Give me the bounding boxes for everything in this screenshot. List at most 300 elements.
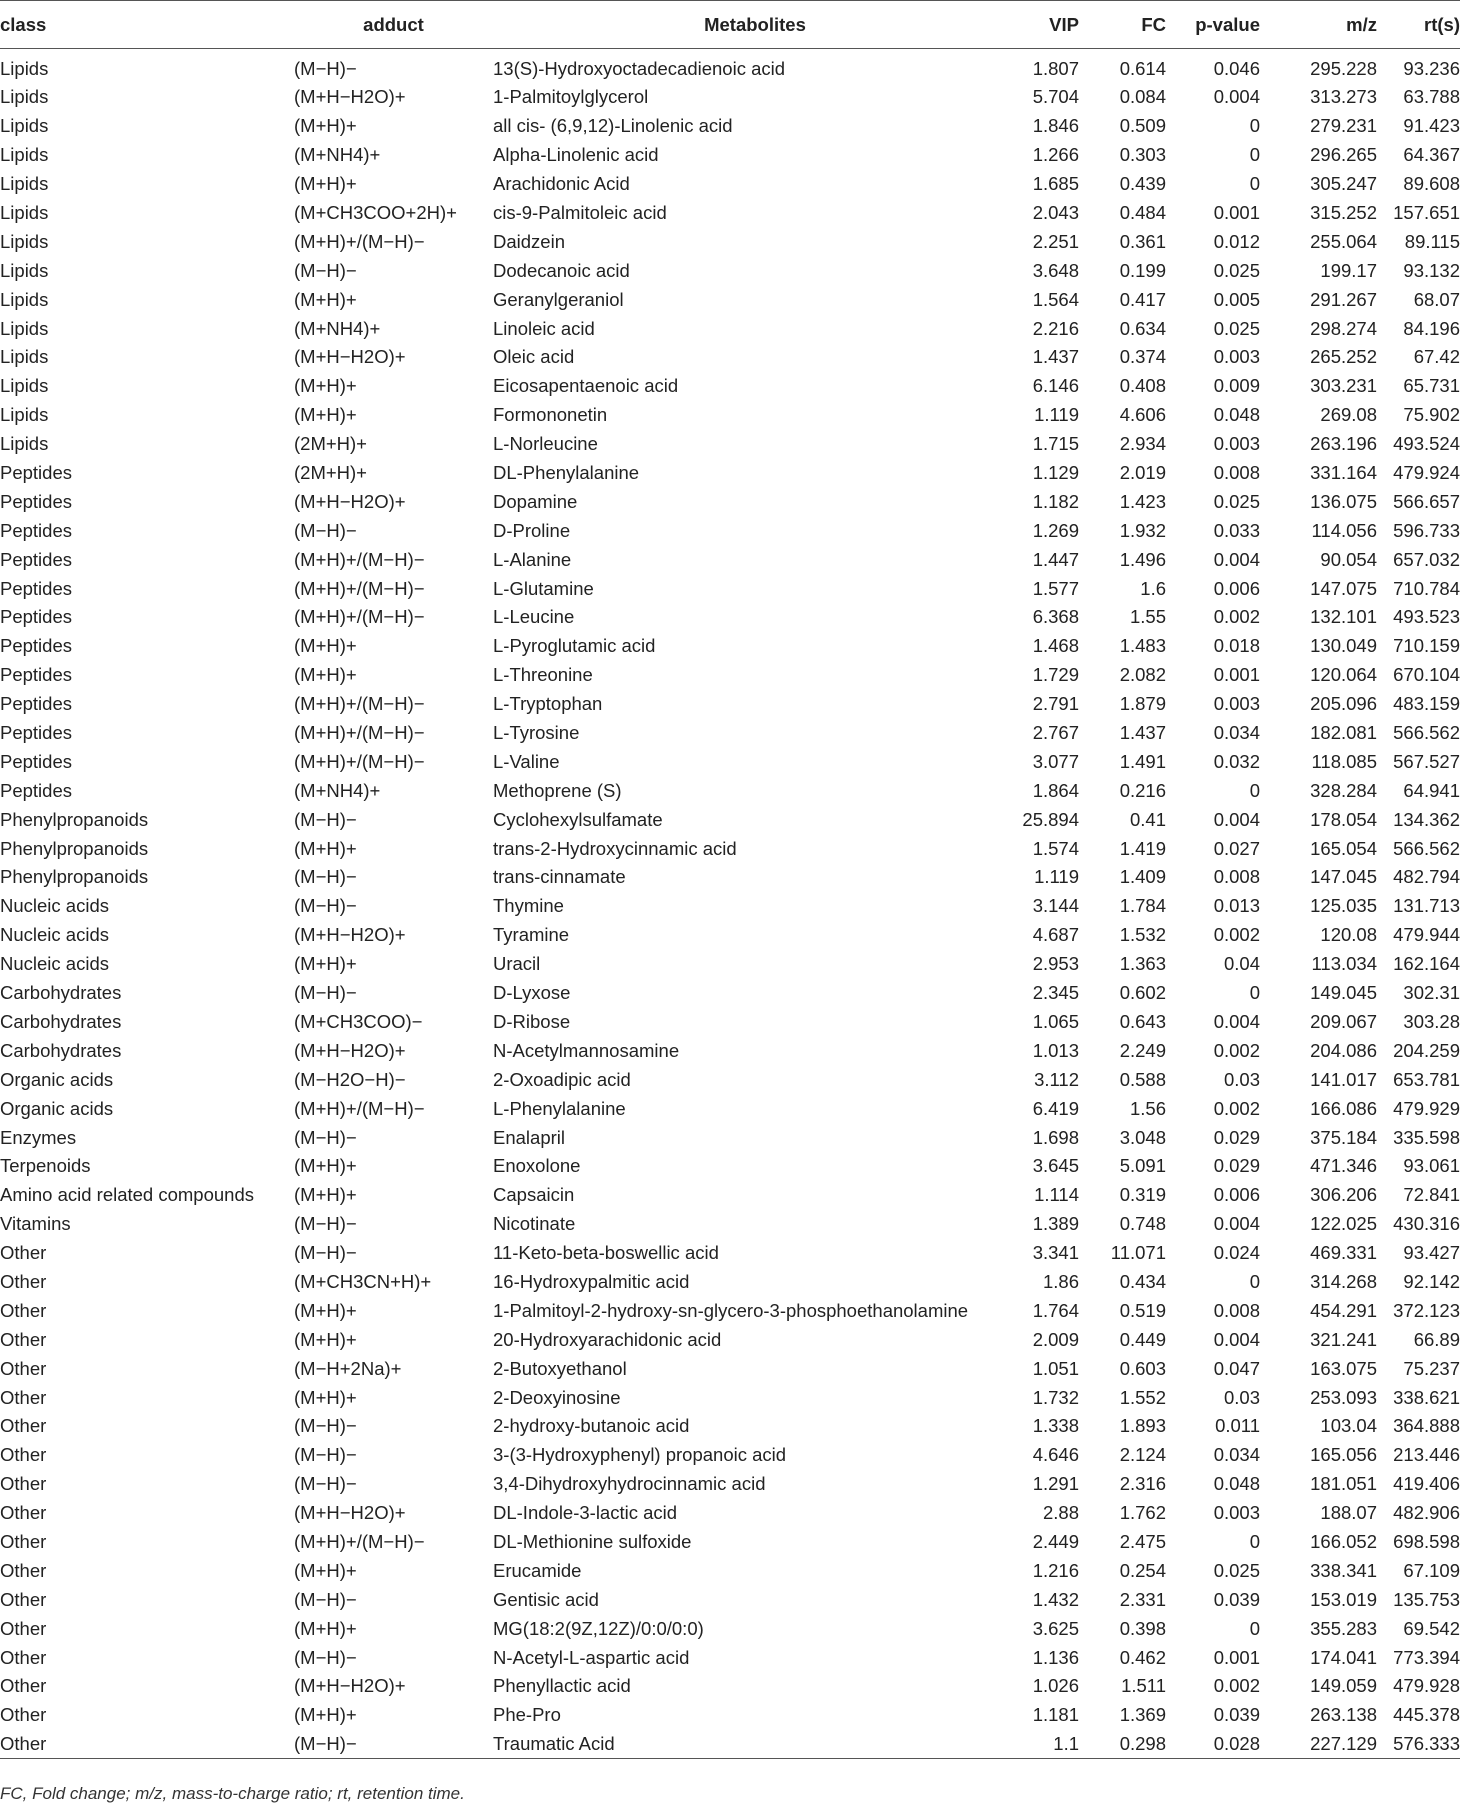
table-row [0, 632, 1460, 661]
cell-fc: 0.602 [1119, 982, 1166, 1004]
cell-p-value: 0.012 [1213, 230, 1260, 252]
cell-class: Other [0, 1444, 47, 1466]
cell-mz: 313.273 [1310, 86, 1377, 108]
cell-fc: 0.603 [1119, 1357, 1166, 1379]
cell-p-value: 0.032 [1213, 750, 1260, 772]
table-row [0, 921, 1460, 950]
cell-p-value: 0 [1249, 1530, 1260, 1552]
cell-fc: 0.319 [1119, 1184, 1166, 1206]
cell-metabolite: N-Acetyl-L-aspartic acid [493, 1646, 690, 1668]
cell-rt: 698.598 [1393, 1530, 1460, 1552]
cell-metabolite: 20-Hydroxyarachidonic acid [493, 1328, 722, 1350]
cell-adduct: (M+H−H2O)+ [294, 346, 406, 368]
table-row [0, 1383, 1460, 1412]
cell-vip: 2.009 [1032, 1328, 1079, 1350]
cell-adduct: (M+H)+ [294, 1559, 357, 1581]
cell-vip: 1.86 [1042, 1270, 1079, 1292]
cell-fc: 0.361 [1119, 230, 1166, 252]
cell-fc: 1.423 [1119, 490, 1166, 512]
cell-p-value: 0.001 [1213, 202, 1260, 223]
cell-vip: 1.051 [1032, 1357, 1079, 1379]
cell-metabolite: 2-Oxoadipic acid [493, 1068, 631, 1090]
cell-vip: 3.625 [1032, 1617, 1079, 1639]
cell-fc: 2.124 [1119, 1444, 1166, 1466]
cell-metabolite: Traumatic Acid [493, 1730, 1017, 1759]
cell-metabolite: L-Tyrosine [493, 722, 580, 744]
cell-p-value: 0.046 [1213, 58, 1260, 79]
header-row [0, 1, 1460, 49]
cell-p-value: 0.025 [1213, 490, 1260, 512]
table-row [0, 1528, 1460, 1557]
cell-fc: 2.082 [1119, 664, 1166, 686]
cell-mz: 147.075 [1310, 577, 1377, 599]
table-row [0, 1701, 1460, 1730]
cell-vip: 1.468 [1032, 635, 1079, 657]
cell-class: Peptides [0, 750, 72, 772]
cell-vip: 1.269 [1032, 519, 1079, 541]
cell-metabolite: 3-(3-Hydroxyphenyl) propanoic acid [493, 1444, 787, 1466]
cell-class: Phenylpropanoids [0, 808, 149, 830]
cell-p-value: 0.008 [1213, 866, 1260, 888]
cell-fc: 3.048 [1119, 1126, 1166, 1148]
cell-p-value: 0 [1249, 779, 1260, 801]
cell-p-value: 0.025 [1213, 259, 1260, 281]
cell-fc: 0.434 [1119, 1270, 1166, 1292]
cell-metabolite: Dopamine [493, 490, 578, 512]
cell-mz: 166.052 [1310, 1530, 1377, 1552]
column-header-rt: rt(s) [1377, 1, 1460, 49]
cell-rt: 335.598 [1393, 1126, 1460, 1148]
cell-rt: 66.89 [1413, 1328, 1460, 1350]
cell-vip: 1.266 [1032, 144, 1079, 166]
cell-rt: 84.196 [1403, 317, 1460, 339]
cell-vip: 3.112 [1034, 1068, 1079, 1090]
cell-fc: 2.331 [1119, 1588, 1166, 1610]
table-row [0, 863, 1460, 892]
table-row [0, 805, 1460, 834]
cell-rt: 303.28 [1403, 1010, 1460, 1032]
cell-vip: 1.119 [1034, 866, 1079, 888]
cell-vip: 3.645 [1032, 1155, 1079, 1177]
cell-mz: 120.08 [1320, 924, 1377, 946]
cell-mz: 295.228 [1310, 58, 1377, 79]
cell-p-value: 0.034 [1213, 722, 1260, 744]
cell-fc: 2.019 [1119, 462, 1166, 484]
cell-p-value: 0.003 [1213, 1502, 1260, 1524]
cell-class: Lipids [0, 115, 49, 137]
cell-rt: 135.753 [1393, 1588, 1460, 1610]
cell-adduct: (M+H−H2O)+ [294, 1675, 406, 1697]
cell-metabolite: Methoprene (S) [493, 779, 622, 801]
cell-vip: 1.389 [1032, 1213, 1079, 1235]
cell-vip: 3.144 [1032, 895, 1079, 917]
cell-class: Other [0, 1415, 47, 1437]
cell-p-value: 0.024 [1213, 1242, 1260, 1264]
column-header-adduct: adduct [294, 1, 493, 49]
cell-class: Peptides [0, 693, 72, 715]
cell-metabolite: L-Threonine [493, 664, 593, 686]
cell-adduct: (M−H)− [294, 982, 357, 1004]
cell-p-value: 0.003 [1213, 346, 1260, 368]
cell-rt: 567.527 [1393, 750, 1460, 772]
cell-p-value: 0 [1249, 144, 1260, 166]
cell-metabolite: Linoleic acid [493, 317, 595, 339]
table-row [0, 545, 1460, 574]
cell-mz: 305.247 [1310, 173, 1377, 195]
cell-mz: 118.085 [1311, 750, 1377, 772]
table-row [0, 1210, 1460, 1239]
cell-fc: 0.41 [1129, 808, 1166, 830]
cell-p-value: 0.029 [1213, 1155, 1260, 1177]
cell-rt: 75.902 [1403, 404, 1460, 426]
cell-fc: 1.491 [1119, 750, 1166, 772]
cell-mz: 469.331 [1310, 1242, 1377, 1264]
cell-metabolite: Enalapril [493, 1126, 565, 1148]
cell-class: Other [0, 1588, 47, 1610]
cell-fc: 0.484 [1119, 202, 1166, 223]
table-row [0, 141, 1460, 170]
cell-metabolite: L-Norleucine [493, 433, 598, 455]
cell-rt: 657.032 [1393, 548, 1460, 570]
cell-mz: 181.051 [1310, 1473, 1377, 1495]
cell-class: Lipids [0, 317, 49, 339]
cell-class: Other [0, 1299, 47, 1321]
cell-p-value: 0.004 [1213, 548, 1260, 570]
cell-rt: 67.42 [1413, 346, 1460, 368]
cell-p-value: 0.002 [1213, 606, 1260, 628]
cell-class: Amino acid related compounds [0, 1184, 255, 1206]
cell-fc: 0.374 [1119, 346, 1166, 368]
cell-adduct: (M−H)− [294, 1588, 357, 1610]
cell-rt: 445.378 [1393, 1704, 1460, 1726]
cell-metabolite: MG(18:2(9Z,12Z)/0:0/0:0) [493, 1617, 704, 1639]
cell-adduct: (M−H2O−H)− [294, 1068, 406, 1090]
cell-vip: 1.432 [1032, 1588, 1079, 1610]
cell-class: Lipids [0, 404, 49, 426]
cell-p-value: 0.033 [1213, 519, 1260, 541]
cell-mz: 182.081 [1310, 722, 1377, 744]
cell-metabolite: DL-Phenylalanine [493, 462, 640, 484]
cell-fc: 1.932 [1119, 519, 1166, 541]
cell-metabolite: Phenyllactic acid [493, 1675, 631, 1697]
cell-rt: 75.237 [1403, 1357, 1460, 1379]
cell-fc: 1.879 [1119, 693, 1166, 715]
cell-vip: 1.764 [1032, 1299, 1079, 1321]
cell-p-value: 0.039 [1213, 1704, 1260, 1726]
cell-vip: 2.953 [1032, 953, 1079, 975]
cell-mz: 147.045 [1310, 866, 1377, 888]
cell-mz: 303.231 [1310, 375, 1377, 397]
cell-mz: 355.283 [1310, 1617, 1377, 1639]
column-header-vip: VIP [1017, 1, 1079, 49]
cell-p-value: 0.005 [1213, 288, 1260, 310]
cell-mz: 321.241 [1310, 1328, 1377, 1350]
table-row [0, 1499, 1460, 1528]
table-row [0, 1152, 1460, 1181]
cell-rt: 302.31 [1403, 982, 1460, 1004]
table-row [0, 719, 1460, 748]
cell-p-value: 0 [1249, 982, 1260, 1004]
cell-p-value: 0 [1249, 115, 1260, 137]
cell-adduct: (M+H)+ [294, 288, 357, 310]
cell-metabolite: Eicosapentaenoic acid [493, 375, 679, 397]
cell-class: Other [0, 1242, 47, 1264]
column-header-fc: FC [1079, 1, 1166, 49]
cell-class: Organic acids [0, 1068, 114, 1090]
cell-mz: 454.291 [1310, 1299, 1377, 1321]
table-row [0, 1556, 1460, 1585]
cell-rt: 479.944 [1393, 924, 1460, 946]
cell-p-value: 0.003 [1213, 433, 1260, 455]
cell-rt: 213.446 [1393, 1444, 1460, 1466]
cell-fc: 0.254 [1119, 1559, 1166, 1581]
cell-metabolite: 1-Palmitoylglycerol [493, 86, 649, 108]
cell-fc: 0.519 [1119, 1299, 1166, 1321]
cell-rt: 338.621 [1393, 1386, 1460, 1408]
cell-adduct: (M+H)+/(M−H)− [294, 722, 425, 744]
cell-adduct: (M+H−H2O)+ [294, 924, 406, 946]
cell-p-value: 0.03 [1223, 1068, 1260, 1090]
cell-mz: 132.101 [1310, 606, 1377, 628]
cell-metabolite: Tyramine [493, 924, 570, 946]
cell-class: Lipids [0, 86, 49, 108]
cell-class: Other [0, 1730, 294, 1759]
cell-fc: 0.509 [1119, 115, 1166, 137]
cell-mz: 141.017 [1310, 1068, 1377, 1090]
cell-rt: 72.841 [1403, 1184, 1460, 1206]
table-row [0, 1239, 1460, 1268]
cell-adduct: (M+CH3COO+2H)+ [294, 202, 457, 223]
cell-rt: 89.115 [1404, 230, 1460, 252]
cell-p-value: 0.001 [1213, 664, 1260, 686]
cell-p-value: 0.002 [1213, 1675, 1260, 1697]
cell-vip: 6.368 [1032, 606, 1079, 628]
cell-adduct: (M+H−H2O)+ [294, 490, 406, 512]
table-row [0, 1181, 1460, 1210]
cell-p-value: 0.048 [1213, 1473, 1260, 1495]
cell-vip: 1.136 [1032, 1646, 1079, 1668]
cell-adduct: (M−H)− [294, 1444, 357, 1466]
cell-rt: 430.316 [1393, 1213, 1460, 1235]
cell-mz: 306.206 [1310, 1184, 1377, 1206]
cell-vip: 25.894 [1022, 808, 1079, 830]
cell-mz: 314.268 [1310, 1270, 1377, 1292]
table-row [0, 1643, 1460, 1672]
cell-adduct: (M+H)+ [294, 953, 357, 975]
cell-fc: 2.475 [1119, 1530, 1166, 1552]
cell-mz: 205.096 [1310, 693, 1377, 715]
cell-adduct: (M+H)+ [294, 635, 357, 657]
cell-vip: 1.181 [1032, 1704, 1079, 1726]
cell-adduct: (M+H)+/(M−H)− [294, 548, 425, 570]
cell-class: Peptides [0, 577, 72, 599]
cell-metabolite: cis-9-Palmitoleic acid [493, 202, 667, 223]
table-row [0, 314, 1460, 343]
cell-fc: 2.316 [1119, 1473, 1166, 1495]
cell-rt: 93.132 [1403, 259, 1460, 281]
cell-metabolite: trans-2-Hydroxycinnamic acid [493, 837, 737, 859]
cell-metabolite: D-Lyxose [493, 982, 571, 1004]
cell-fc: 1.6 [1140, 577, 1166, 599]
cell-vip: 6.146 [1032, 375, 1079, 397]
table-row [0, 459, 1460, 488]
table-row [0, 516, 1460, 545]
cell-class: Peptides [0, 664, 72, 686]
cell-adduct: (M−H)− [294, 519, 357, 541]
cell-adduct: (M−H)− [294, 895, 357, 917]
table-row [0, 256, 1460, 285]
cell-fc: 2.249 [1119, 1039, 1166, 1061]
table-row [0, 1094, 1460, 1123]
cell-mz: 149.059 [1310, 1675, 1377, 1697]
cell-p-value: 0.006 [1213, 577, 1260, 599]
table-row [0, 661, 1460, 690]
cell-fc: 1.56 [1129, 1097, 1166, 1119]
cell-class: Lipids [0, 202, 49, 223]
cell-rt: 162.164 [1393, 953, 1460, 975]
cell-adduct: (M+H)+ [294, 115, 357, 137]
cell-metabolite: L-Phenylalanine [493, 1097, 626, 1119]
table-row [0, 1730, 1460, 1759]
cell-rt: 493.524 [1393, 433, 1460, 455]
cell-class: Terpenoids [0, 1155, 91, 1177]
cell-p-value: 0.011 [1215, 1415, 1260, 1437]
cell-adduct: (M+H−H2O)+ [294, 86, 406, 108]
cell-adduct: (M−H)− [294, 1646, 357, 1668]
cell-adduct: (M+H)+ [294, 1386, 357, 1408]
cell-vip: 1.1 [1017, 1730, 1079, 1759]
table-row [0, 1672, 1460, 1701]
cell-mz: 209.067 [1310, 1010, 1377, 1032]
cell-fc: 2.934 [1119, 433, 1166, 455]
cell-p-value: 0.002 [1213, 924, 1260, 946]
cell-metabolite: D-Proline [493, 519, 571, 541]
cell-fc: 1.483 [1119, 635, 1166, 657]
cell-adduct: (M+NH4)+ [294, 317, 381, 339]
cell-rt: 92.142 [1403, 1270, 1460, 1292]
table-row [0, 1585, 1460, 1614]
table-header [0, 1, 1460, 49]
cell-class: Other [0, 1328, 47, 1350]
cell-vip: 1.715 [1032, 433, 1079, 455]
cell-class: Vitamins [0, 1213, 71, 1235]
cell-fc: 1.419 [1119, 837, 1166, 859]
cell-mz: 331.164 [1310, 462, 1377, 484]
table-row [0, 892, 1460, 921]
cell-vip: 6.419 [1032, 1097, 1079, 1119]
cell-p-value: 0.028 [1166, 1730, 1260, 1759]
cell-mz: 255.064 [1310, 230, 1377, 252]
cell-mz: 204.086 [1310, 1039, 1377, 1061]
cell-rt: 710.784 [1393, 577, 1460, 599]
cell-p-value: 0.008 [1213, 462, 1260, 484]
column-header-mz: m/z [1260, 1, 1377, 49]
cell-class: Lipids [0, 144, 49, 166]
cell-p-value: 0.006 [1213, 1184, 1260, 1206]
cell-vip: 2.449 [1032, 1530, 1079, 1552]
cell-adduct: (M+NH4)+ [294, 779, 381, 801]
cell-adduct: (M−H)− [294, 1415, 357, 1437]
cell-class: Carbohydrates [0, 982, 122, 1004]
cell-vip: 1.732 [1032, 1386, 1079, 1408]
cell-p-value: 0.003 [1213, 693, 1260, 715]
cell-rt: 493.523 [1393, 606, 1460, 628]
cell-mz: 103.04 [1320, 1415, 1377, 1437]
table-row [0, 1470, 1460, 1499]
cell-rt: 419.406 [1393, 1473, 1460, 1495]
cell-p-value: 0 [1249, 1617, 1260, 1639]
cell-fc: 1.784 [1119, 895, 1166, 917]
table-row [0, 1065, 1460, 1094]
cell-metabolite: D-Ribose [493, 1010, 571, 1032]
cell-rt: 67.109 [1403, 1559, 1460, 1581]
cell-adduct: (M−H)− [294, 1730, 493, 1759]
cell-adduct: (M−H)− [294, 1213, 357, 1235]
cell-fc: 1.552 [1119, 1386, 1166, 1408]
cell-rt: 372.123 [1393, 1299, 1460, 1321]
cell-metabolite: 2-Butoxyethanol [493, 1357, 627, 1379]
cell-class: Peptides [0, 722, 72, 744]
cell-metabolite: 1-Palmitoyl-2-hydroxy-sn-glycero-3-phosphoethanolamine [493, 1299, 969, 1321]
cell-p-value: 0.048 [1213, 404, 1260, 426]
cell-class: Lipids [0, 259, 49, 281]
cell-adduct: (M+H)+/(M−H)− [294, 1530, 425, 1552]
table-row [0, 112, 1460, 141]
cell-class: Peptides [0, 635, 72, 657]
cell-adduct: (M+CH3CN+H)+ [294, 1270, 432, 1292]
cell-metabolite: Arachidonic Acid [493, 173, 630, 195]
table-row [0, 1008, 1460, 1037]
cell-class: Organic acids [0, 1097, 114, 1119]
cell-p-value: 0.018 [1213, 635, 1260, 657]
cell-adduct: (M−H+2Na)+ [294, 1357, 402, 1379]
cell-rt: 204.259 [1393, 1039, 1460, 1061]
cell-class: Phenylpropanoids [0, 837, 149, 859]
cell-class: Other [0, 1530, 47, 1552]
cell-class: Nucleic acids [0, 895, 109, 917]
cell-p-value: 0.03 [1223, 1386, 1260, 1408]
cell-p-value: 0.002 [1213, 1039, 1260, 1061]
cell-adduct: (M+H−H2O)+ [294, 1502, 406, 1524]
cell-metabolite: Geranylgeraniol [493, 288, 624, 310]
cell-adduct: (M+H)+ [294, 1155, 357, 1177]
cell-vip: 1.065 [1032, 1010, 1079, 1032]
cell-class: Nucleic acids [0, 953, 109, 975]
column-header-metabolites: Metabolites [493, 1, 1017, 49]
cell-fc: 5.091 [1119, 1155, 1166, 1177]
cell-adduct: (2M+H)+ [294, 462, 367, 484]
table-row [0, 603, 1460, 632]
cell-metabolite: L-Valine [493, 750, 560, 772]
cell-fc: 0.643 [1119, 1010, 1166, 1032]
cell-metabolite: Alpha-Linolenic acid [493, 144, 659, 166]
cell-mz: 199.17 [1320, 259, 1377, 281]
cell-fc: 0.084 [1119, 86, 1166, 108]
cell-rt: 364.888 [1393, 1415, 1460, 1437]
cell-rt: 670.104 [1393, 664, 1460, 686]
cell-class: Carbohydrates [0, 1010, 122, 1032]
table-row [0, 1325, 1460, 1354]
cell-rt: 89.608 [1403, 173, 1460, 195]
cell-adduct: (M+H)+/(M−H)− [294, 693, 425, 715]
cell-adduct: (M+H)+ [294, 837, 357, 859]
cell-class: Enzymes [0, 1126, 77, 1148]
table-row [0, 979, 1460, 1008]
cell-metabolite: 16-Hydroxypalmitic acid [493, 1270, 690, 1292]
table-footnote: FC, Fold change; m/z, mass-to-charge ratio; rt, retention time. [0, 1784, 465, 1803]
cell-vip: 3.077 [1032, 750, 1079, 772]
cell-vip: 1.846 [1032, 115, 1079, 137]
